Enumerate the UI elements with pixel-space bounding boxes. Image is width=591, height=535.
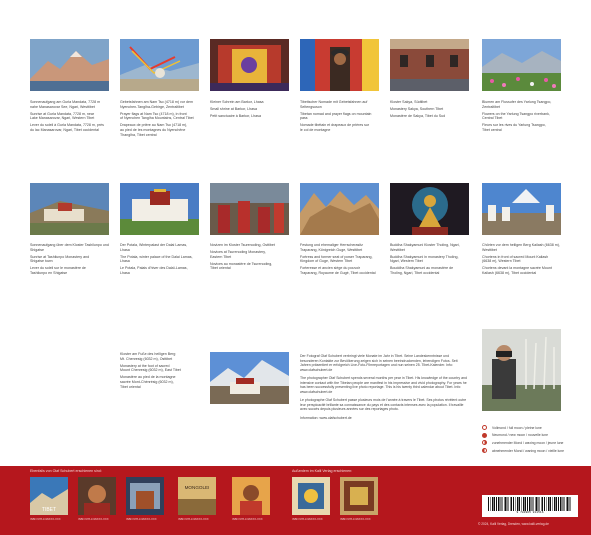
- caption-en: Prayer flags at Nam Tso (4718 m), in front of Nyenchen Tanglha Mountains, Central Tibet: [120, 111, 194, 121]
- book-isbn: ISBN 978-3-96XXX-XXX: [30, 517, 61, 521]
- bio-en: The photographer Olaf Schubert spends several months per year in Tibet. His knowledge of the country and intensive contact with the Tibetan people are manifest in his impressive and vivid photography. For years he has been successfully presenting live photo reportage. This is his twenty third calendar about Tibet. Info: www.olafschubert.de: [300, 376, 467, 394]
- bio-info: Information: www.olafschubert.de: [300, 415, 352, 420]
- caption-jun: [482, 100, 566, 135]
- caption-fr: Lever du soleil à Gurla Mandata, 7728 m, près du lac Manasarovar, Ngari, Tibet occidental: [30, 123, 104, 132]
- photo-dec-kailash-chortens: [482, 183, 561, 235]
- caption-de: Sonnenaufgang am Gurla Mandata, 7728 m nahe Manasarovar See, Ngari, Westtibet: [30, 100, 101, 109]
- photo-apr-nomad: [300, 39, 379, 91]
- footer-title-author: Ebenfalls von Olaf Schubert erschienen sind:: [30, 469, 102, 473]
- moon-phase-legend: [482, 424, 582, 454]
- caption-de: Sonnenaufgang über dem Kloster Tashilunpo und Shigatse: [30, 243, 109, 252]
- book-isbn: ISBN 978-3-96XXX-XXX: [78, 517, 109, 521]
- legend-row-new: [482, 432, 582, 440]
- caption-de: Buddha Shakyamuni Kloster Tholing, Ngari, Westtibet: [390, 243, 460, 252]
- caption-en: Sunrise at Gurla Mandata, 7728 m, near Lake Manasarovar, Ngari, Western Tibet: [30, 111, 95, 121]
- legend-row-full: [482, 424, 582, 432]
- caption-may: [390, 100, 474, 121]
- book-cover-mongolei[interactable]: [178, 477, 216, 515]
- photo-photographer-portrait: [482, 329, 561, 411]
- caption-nov: [390, 243, 474, 278]
- caption-apr: [300, 100, 384, 135]
- footer-title-publisher: Außerdem im Kalli Verlag erschienen:: [292, 469, 353, 473]
- new-moon-icon: [482, 433, 487, 438]
- caption-fr: Fleurs sur les rives du Yarlung Tsangpo, Tibet central: [482, 123, 546, 132]
- caption-dec: [482, 243, 566, 278]
- caption-en: Chortens in front of sacred Mount Kailash (6638 m), Western Tibet: [482, 254, 549, 264]
- caption-fr: Bouddha Shakyamuni au monastère de Tholing, Ngari, Tibet occidental: [390, 266, 454, 275]
- legend-row-waxing: [482, 439, 582, 447]
- caption-fr: Drapeaux de prière au Nam Tso (4718 m), au pied de les montagnes du Nyenchêne Thanglha, Tibet central: [120, 123, 188, 137]
- caption-de: Novizen im Kloster Tsurenoding, Osttibet: [210, 243, 275, 247]
- photo-may-sakya: [390, 39, 469, 91]
- caption-fr: Chortens devant la montagne sacrée Mount Kailash (6638 m), Tibet occidental: [482, 266, 552, 275]
- caption-sep: [210, 243, 294, 273]
- caption-fr: Forteresse et ancien siège du pouvoir Traparang, Royaume de Gugé, Tibet occidental: [300, 266, 376, 275]
- full-moon-icon: [482, 425, 487, 430]
- caption-de: Tibetischer Nomade mit Gebetsfahnen auf Seltengsuson: [300, 100, 368, 109]
- book-title: TIBET: [41, 507, 57, 513]
- caption-de: Festung und ehemaliger Herrscherasitz Traparang, Königreich Guge, Westtibet: [300, 243, 363, 252]
- caption-feb: [120, 100, 204, 140]
- photo-jan-gurla-mandata: [30, 39, 109, 91]
- book-cover-tibet[interactable]: [30, 477, 68, 515]
- photo-nov-buddha-tholing: [390, 183, 469, 235]
- caption-de: Chörten vor dem heiligen Berg Kailash (6638 m), Westtibet: [482, 243, 560, 252]
- caption-oct: [300, 243, 384, 278]
- book-cover-6[interactable]: [292, 477, 330, 515]
- photo-jun-yarlung-flowers: [482, 39, 561, 91]
- book-cover-7[interactable]: [340, 477, 378, 515]
- barcode-number: 9 783965 911516: [516, 511, 544, 514]
- caption-de: Kleiner Schrein am Barkor, Lhasa: [210, 100, 264, 104]
- caption-en: Flowers on the Yarlung Tsangpo riverbank, Central Tibet: [482, 111, 550, 121]
- caption-en: Tibetan nomad and prayer flags on mountain pass: [300, 111, 372, 121]
- photo-feb-nam-tso: [120, 39, 199, 91]
- caption-fr: Monastère de Sakya, Tibet du Sud: [390, 114, 446, 119]
- book-isbn: ISBN 978-3-96XXX-XXX: [126, 517, 157, 521]
- caption-aug: [120, 243, 204, 278]
- legend-label: Neumond / new moon / nouvelle lune: [492, 433, 548, 438]
- book-cover-3[interactable]: [126, 477, 164, 515]
- barcode-bars: [488, 497, 572, 511]
- waxing-moon-icon: [482, 440, 487, 445]
- isbn-barcode: [482, 495, 578, 517]
- caption-en: Novices at Tsurenoding Monastery, Eastern Tibet: [210, 250, 266, 259]
- photo-jul-tashilunpo: [30, 183, 109, 235]
- photo-mar-barkor-shrine: [210, 39, 289, 91]
- book-isbn: ISBN 978-3-96XXX-XXX: [292, 517, 323, 521]
- caption-de: Der Potala, Winterpalast der Dalai Lamas, Lhasa: [120, 243, 188, 252]
- book-isbn: ISBN 978-3-96XXX-XXX: [232, 517, 263, 521]
- caption-en: Monastery Sakya, Southern Tibet: [390, 107, 444, 112]
- caption-jan: [30, 100, 114, 135]
- legend-row-waning: [482, 447, 582, 455]
- caption-fr: Petit sanctuaire à Barkor, Lhasa: [210, 114, 261, 119]
- caption-jul: [30, 243, 114, 278]
- photo-aug-potala: [120, 183, 199, 235]
- caption-de: Gebetsfahnen am Nam Tso (4718 m) vor dem Nyenchen-Tanglha-Gebirge, Zentraltibet: [120, 100, 194, 109]
- photo-sep-novices: [210, 183, 289, 235]
- caption-fr: Nomade tibétain et drapeaux de prières sur le col de montagne: [300, 123, 370, 132]
- caption-fr: Novices au monastère de Tsurenoding, Tibet oriental: [210, 261, 273, 271]
- caption-en: Monastery at the foot of sacred Mount Chenresig (6032 m), East Tibet: [120, 363, 181, 373]
- book-isbn: ISBN 978-3-96XXX-XXX: [178, 517, 209, 521]
- caption-mar: [210, 100, 294, 121]
- caption-fr: Le Potala, Palais d'hiver des Dalaï-Lamas, Lhasa: [120, 266, 188, 275]
- caption-en: The Potala, winter palace of the Dalai Lamas, Lhasa: [120, 254, 193, 264]
- caption-cover: [120, 352, 204, 392]
- legend-label: Vollmond / full moon / pleine lune: [492, 425, 542, 430]
- caption-en: Buddha Shakyamuni in monastery Tholing, Ngari, Western Tibet: [390, 254, 459, 264]
- bio-de: Der Fotograf Olaf Schubert verbringt viele Monate im Jahr in Tibet. Seine Landeskenntnisse und besonderen Kontakte zur Bevölkerung zeigen sich in seinen beeindruckenden, lebendigen Fotos. Seit Jahren präsentiert er erfolgreich Live-Foto-Filmreportagen und nun seinen 25. Tibet-Kalender. Info: www.olafschubert.de: [300, 354, 458, 372]
- caption-en: Fortress and former seat of power Traparang, Kingdom of Guge, Western Tibet: [300, 254, 373, 264]
- bio-fr: Le photographe Olaf Schubert passe plusieurs mois de l'année à travers le Tibet. Ses photos révèlent outre leur perspicacité brillante sa connaissance du pays et des contacts intenses avec la population. Il travaille avec succès depuis plusieurs années sur des reportages photo.: [300, 398, 467, 411]
- caption-de: Kloster am Fuße des heiligen Berg Mt. Chenresig (6032 m), Osttibet: [120, 352, 176, 361]
- book-cover-5[interactable]: [232, 477, 270, 515]
- waning-moon-icon: [482, 448, 487, 453]
- photographer-bio: [300, 354, 468, 424]
- book-cover-2[interactable]: [78, 477, 116, 515]
- legend-label: zunehmender Mond / waxing moon / jeune lune: [492, 440, 564, 445]
- caption-en: Sunrise at Tashilunpo Monastery and Shigatse town: [30, 254, 90, 264]
- caption-de: Blumen am Flussufer des Yarlung Tsangpo, Zentraltibet: [482, 100, 552, 109]
- caption-fr: Monastère au pied de la montagne sacrée Mont-Chénrésig (6032 m), Tibet oriental: [120, 375, 176, 389]
- photo-cover-chenresig: [210, 352, 289, 404]
- caption-fr: Lever du soleil sur le monastère de Tashilunpo en Shigatse: [30, 266, 86, 275]
- book-isbn: ISBN 978-3-96XXX-XXX: [340, 517, 371, 521]
- book-title: MONGOLEI: [184, 485, 210, 490]
- copyright-text: © 2024, Kalli Verlag, Dresden, www.kalli-verlag.de: [478, 522, 549, 526]
- caption-en: Small shrine at Barkor, Lhasa: [210, 107, 257, 112]
- photo-oct-traparang: [300, 183, 379, 235]
- legend-label: abnehmender Mond / waning moon / vieille lune: [492, 448, 565, 453]
- caption-de: Kloster Sakya, Südtibet: [390, 100, 428, 104]
